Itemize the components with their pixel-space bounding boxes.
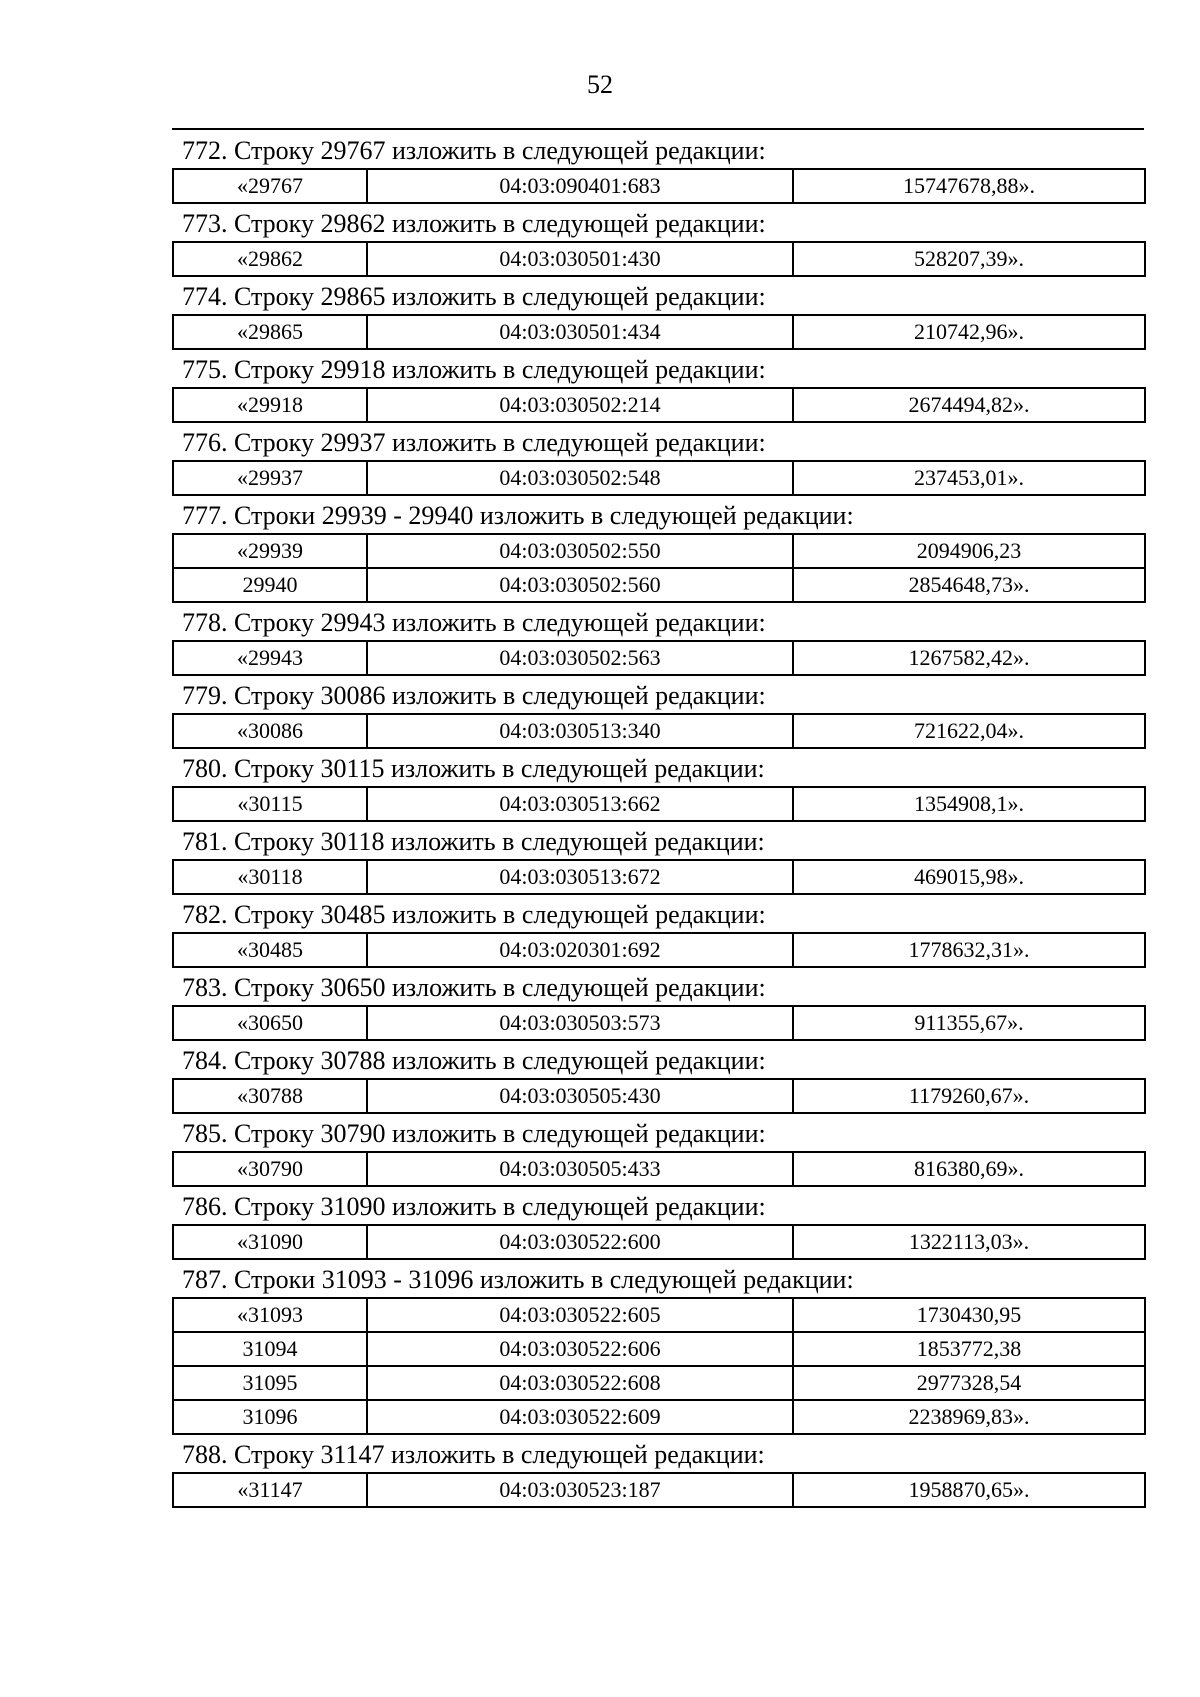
table-row xyxy=(173,315,1145,349)
amendment-heading: 774. Строку 29865 изложить в следующей редакции: xyxy=(182,282,766,311)
cadastral-number-cell: 04:03:030505:433 xyxy=(367,1152,793,1186)
value-cell: 2094906,23 xyxy=(793,534,1145,568)
value-cell: 210742,96». xyxy=(793,315,1145,349)
amendment-item xyxy=(172,134,1144,204)
amendment-table xyxy=(172,1472,1146,1508)
row-number-cell: «31090 xyxy=(173,1225,367,1259)
cadastral-number-cell: 04:03:030523:187 xyxy=(367,1473,793,1507)
page-number: 52 xyxy=(587,70,613,99)
row-number-cell: «30086 xyxy=(173,714,367,748)
amendment-table xyxy=(172,533,1146,603)
cadastral-number-cell: 04:03:030501:430 xyxy=(367,242,793,276)
row-number-cell: «29939 xyxy=(173,534,367,568)
row-number-cell: «29862 xyxy=(173,242,367,276)
value-cell: 15747678,88». xyxy=(793,169,1145,203)
amendment-table xyxy=(172,640,1146,676)
value-cell: 1267582,42». xyxy=(793,641,1145,675)
table-row xyxy=(173,1006,1145,1040)
value-cell: 528207,39». xyxy=(793,242,1145,276)
cadastral-number-cell: 04:03:030502:560 xyxy=(367,568,793,602)
amendment-table xyxy=(172,168,1146,204)
amendment-heading: 781. Строку 30118 изложить в следующей редакции: xyxy=(182,827,765,856)
amendment-table xyxy=(172,932,1146,968)
table-row xyxy=(173,1079,1145,1113)
header-rule xyxy=(172,128,1144,130)
value-cell: 2238969,83». xyxy=(793,1400,1145,1434)
table-row xyxy=(173,169,1145,203)
value-cell: 469015,98». xyxy=(793,860,1145,894)
amendment-heading: 777. Строки 29939 - 29940 изложить в следующей редакции: xyxy=(182,501,854,530)
table-row xyxy=(173,787,1145,821)
value-cell: 237453,01». xyxy=(793,461,1145,495)
value-cell: 1853772,38 xyxy=(793,1332,1145,1366)
row-number-cell: «29943 xyxy=(173,641,367,675)
cadastral-number-cell: 04:03:030513:662 xyxy=(367,787,793,821)
table-row xyxy=(173,1473,1145,1507)
amendment-heading: 779. Строку 30086 изложить в следующей редакции: xyxy=(182,681,766,710)
cadastral-number-cell: 04:03:030502:548 xyxy=(367,461,793,495)
row-number-cell: 31094 xyxy=(173,1332,367,1366)
table-row xyxy=(173,568,1145,602)
table-row xyxy=(173,1366,1145,1400)
cadastral-number-cell: 04:03:090401:683 xyxy=(367,169,793,203)
amendment-heading: 773. Строку 29862 изложить в следующей редакции: xyxy=(182,209,766,238)
value-cell: 1778632,31». xyxy=(793,933,1145,967)
value-cell: 1958870,65». xyxy=(793,1473,1145,1507)
table-row xyxy=(173,1332,1145,1366)
amendment-heading: 784. Строку 30788 изложить в следующей редакции: xyxy=(182,1046,766,1075)
value-cell: 1322113,03». xyxy=(793,1225,1145,1259)
amendments-list xyxy=(172,134,1144,1511)
amendment-heading: 780. Строку 30115 изложить в следующей редакции: xyxy=(182,754,765,783)
table-row xyxy=(173,933,1145,967)
amendment-item xyxy=(172,499,1144,603)
table-row xyxy=(173,1225,1145,1259)
amendment-item xyxy=(172,825,1144,895)
value-cell: 1730430,95 xyxy=(793,1298,1145,1332)
cadastral-number-cell: 04:03:030505:430 xyxy=(367,1079,793,1113)
cadastral-number-cell: 04:03:030522:605 xyxy=(367,1298,793,1332)
row-number-cell: 29940 xyxy=(173,568,367,602)
row-number-cell: «29937 xyxy=(173,461,367,495)
amendment-item xyxy=(172,1438,1144,1508)
row-number-cell: «29767 xyxy=(173,169,367,203)
amendment-item xyxy=(172,1263,1144,1435)
amendment-heading: 778. Строку 29943 изложить в следующей редакции: xyxy=(182,608,766,637)
amendment-table xyxy=(172,859,1146,895)
cadastral-number-cell: 04:03:030503:573 xyxy=(367,1006,793,1040)
amendment-heading: 775. Строку 29918 изложить в следующей редакции: xyxy=(182,355,766,384)
cadastral-number-cell: 04:03:030502:550 xyxy=(367,534,793,568)
table-row xyxy=(173,1400,1145,1434)
value-cell: 911355,67». xyxy=(793,1006,1145,1040)
amendment-item xyxy=(172,353,1144,423)
amendment-table xyxy=(172,241,1146,277)
value-cell: 2674494,82». xyxy=(793,388,1145,422)
row-number-cell: 31096 xyxy=(173,1400,367,1434)
table-row xyxy=(173,641,1145,675)
table-row xyxy=(173,1298,1145,1332)
row-number-cell: 31095 xyxy=(173,1366,367,1400)
cadastral-number-cell: 04:03:030513:340 xyxy=(367,714,793,748)
cadastral-number-cell: 04:03:030522:600 xyxy=(367,1225,793,1259)
row-number-cell: «30790 xyxy=(173,1152,367,1186)
amendment-table xyxy=(172,1297,1146,1435)
amendment-table xyxy=(172,1224,1146,1260)
row-number-cell: «30118 xyxy=(173,860,367,894)
amendment-heading: 787. Строки 31093 - 31096 изложить в следующей редакции: xyxy=(182,1265,854,1294)
row-number-cell: «31147 xyxy=(173,1473,367,1507)
amendment-item xyxy=(172,898,1144,968)
amendment-item xyxy=(172,606,1144,676)
value-cell: 721622,04». xyxy=(793,714,1145,748)
row-number-cell: «31093 xyxy=(173,1298,367,1332)
amendment-item xyxy=(172,426,1144,496)
amendment-heading: 783. Строку 30650 изложить в следующей редакции: xyxy=(182,973,766,1002)
amendment-heading: 772. Строку 29767 изложить в следующей редакции: xyxy=(182,136,766,165)
amendment-table xyxy=(172,713,1146,749)
cadastral-number-cell: 04:03:020301:692 xyxy=(367,933,793,967)
cadastral-number-cell: 04:03:030522:606 xyxy=(367,1332,793,1366)
amendment-heading: 785. Строку 30790 изложить в следующей редакции: xyxy=(182,1119,766,1148)
amendment-table xyxy=(172,387,1146,423)
amendment-heading: 782. Строку 30485 изложить в следующей редакции: xyxy=(182,900,766,929)
amendment-item xyxy=(172,1190,1144,1260)
table-row xyxy=(173,714,1145,748)
amendment-table xyxy=(172,1151,1146,1187)
amendment-table xyxy=(172,460,1146,496)
amendment-item xyxy=(172,679,1144,749)
row-number-cell: «30650 xyxy=(173,1006,367,1040)
amendment-item xyxy=(172,280,1144,350)
row-number-cell: «29865 xyxy=(173,315,367,349)
amendment-item xyxy=(172,752,1144,822)
amendment-item xyxy=(172,971,1144,1041)
cadastral-number-cell: 04:03:030502:563 xyxy=(367,641,793,675)
amendment-item xyxy=(172,1117,1144,1187)
amendment-table xyxy=(172,314,1146,350)
amendment-item xyxy=(172,207,1144,277)
row-number-cell: «30485 xyxy=(173,933,367,967)
cadastral-number-cell: 04:03:030522:608 xyxy=(367,1366,793,1400)
cadastral-number-cell: 04:03:030502:214 xyxy=(367,388,793,422)
amendment-item xyxy=(172,1044,1144,1114)
value-cell: 816380,69». xyxy=(793,1152,1145,1186)
amendment-table xyxy=(172,786,1146,822)
row-number-cell: «29918 xyxy=(173,388,367,422)
cadastral-number-cell: 04:03:030522:609 xyxy=(367,1400,793,1434)
value-cell: 2854648,73». xyxy=(793,568,1145,602)
amendment-heading: 776. Строку 29937 изложить в следующей редакции: xyxy=(182,428,766,457)
table-row xyxy=(173,860,1145,894)
value-cell: 1179260,67». xyxy=(793,1079,1145,1113)
row-number-cell: «30788 xyxy=(173,1079,367,1113)
table-row xyxy=(173,534,1145,568)
table-row xyxy=(173,461,1145,495)
table-row xyxy=(173,388,1145,422)
table-row xyxy=(173,242,1145,276)
value-cell: 1354908,1». xyxy=(793,787,1145,821)
amendment-heading: 786. Строку 31090 изложить в следующей редакции: xyxy=(182,1192,766,1221)
amendment-heading: 788. Строку 31147 изложить в следующей редакции: xyxy=(182,1440,765,1469)
row-number-cell: «30115 xyxy=(173,787,367,821)
table-row xyxy=(173,1152,1145,1186)
amendment-table xyxy=(172,1078,1146,1114)
cadastral-number-cell: 04:03:030513:672 xyxy=(367,860,793,894)
cadastral-number-cell: 04:03:030501:434 xyxy=(367,315,793,349)
value-cell: 2977328,54 xyxy=(793,1366,1145,1400)
amendment-table xyxy=(172,1005,1146,1041)
